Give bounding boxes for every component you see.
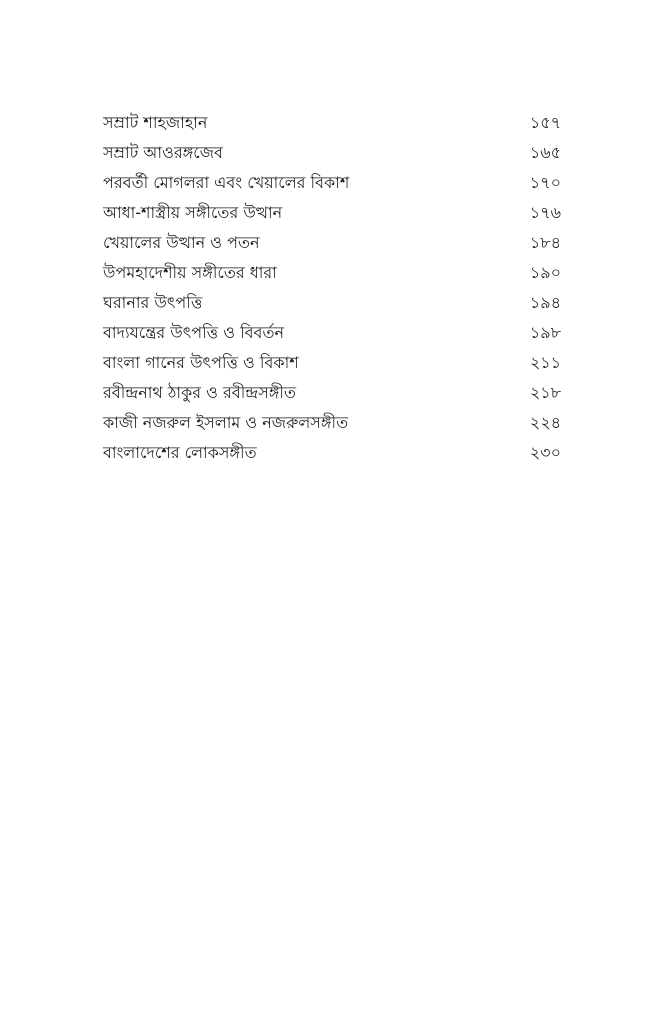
toc-entry-title: ঘরানার উৎপত্তি [103, 293, 203, 312]
toc-entry-title: খেয়ালের উত্থান ও পতন [103, 233, 260, 252]
toc-entry [103, 318, 561, 348]
toc-entry-title: সম্রাট আওরঙ্গজেব [103, 143, 223, 162]
toc-entry-title: কাজী নজরুল ইসলাম ও নজরুলসঙ্গীত [103, 413, 349, 432]
toc-entry-page: ১৭৬ [529, 203, 561, 222]
toc-entry [103, 408, 561, 438]
toc-entry-page: ২১৮ [529, 383, 561, 402]
toc-entry [103, 258, 561, 288]
toc-entry-title: বাদ্যযন্ত্রের উৎপত্তি ও বিবর্তন [103, 323, 285, 342]
toc-entry-page: ১৯০ [529, 263, 561, 282]
toc-entry-title: রবীন্দ্রনাথ ঠাকুর ও রবীন্দ্রসঙ্গীত [103, 383, 296, 402]
toc-entry-page: ১৭০ [529, 173, 561, 192]
toc-entry-page: ১৫৭ [529, 113, 561, 132]
toc-entry-title: সম্রাট শাহজাহান [103, 113, 208, 132]
toc-entry [103, 168, 561, 198]
toc-entry [103, 198, 561, 228]
toc-entry-title: উপমহাদেশীয় সঙ্গীতের ধারা [103, 263, 277, 282]
toc-entry-page: ২১১ [529, 353, 561, 372]
toc-entry-page: ১৮৪ [529, 233, 561, 252]
toc-entry-page: ১৬৫ [529, 143, 561, 162]
toc-entry-page: ২২৪ [529, 413, 561, 432]
toc-entry [103, 108, 561, 138]
toc-entry-page: ১৯৮ [529, 323, 561, 342]
toc-entry-page: ২৩০ [529, 443, 561, 462]
toc-entry-title: বাংলাদেশের লোকসঙ্গীত [103, 443, 257, 462]
toc-entry [103, 228, 561, 258]
toc-entry [103, 378, 561, 408]
toc-entry-title: পরবর্তী মোগলরা এবং খেয়ালের বিকাশ [103, 173, 350, 192]
toc-entry-title: বাংলা গানের উৎপত্তি ও বিকাশ [103, 353, 299, 372]
toc-entry-page: ১৯৪ [529, 293, 561, 312]
toc-entry-title: আধা-শাস্ত্রীয় সঙ্গীতের উত্থান [103, 203, 283, 222]
table-of-contents [103, 108, 561, 468]
toc-entry [103, 288, 561, 318]
toc-entry [103, 138, 561, 168]
toc-entry [103, 348, 561, 378]
toc-entry [103, 438, 561, 468]
